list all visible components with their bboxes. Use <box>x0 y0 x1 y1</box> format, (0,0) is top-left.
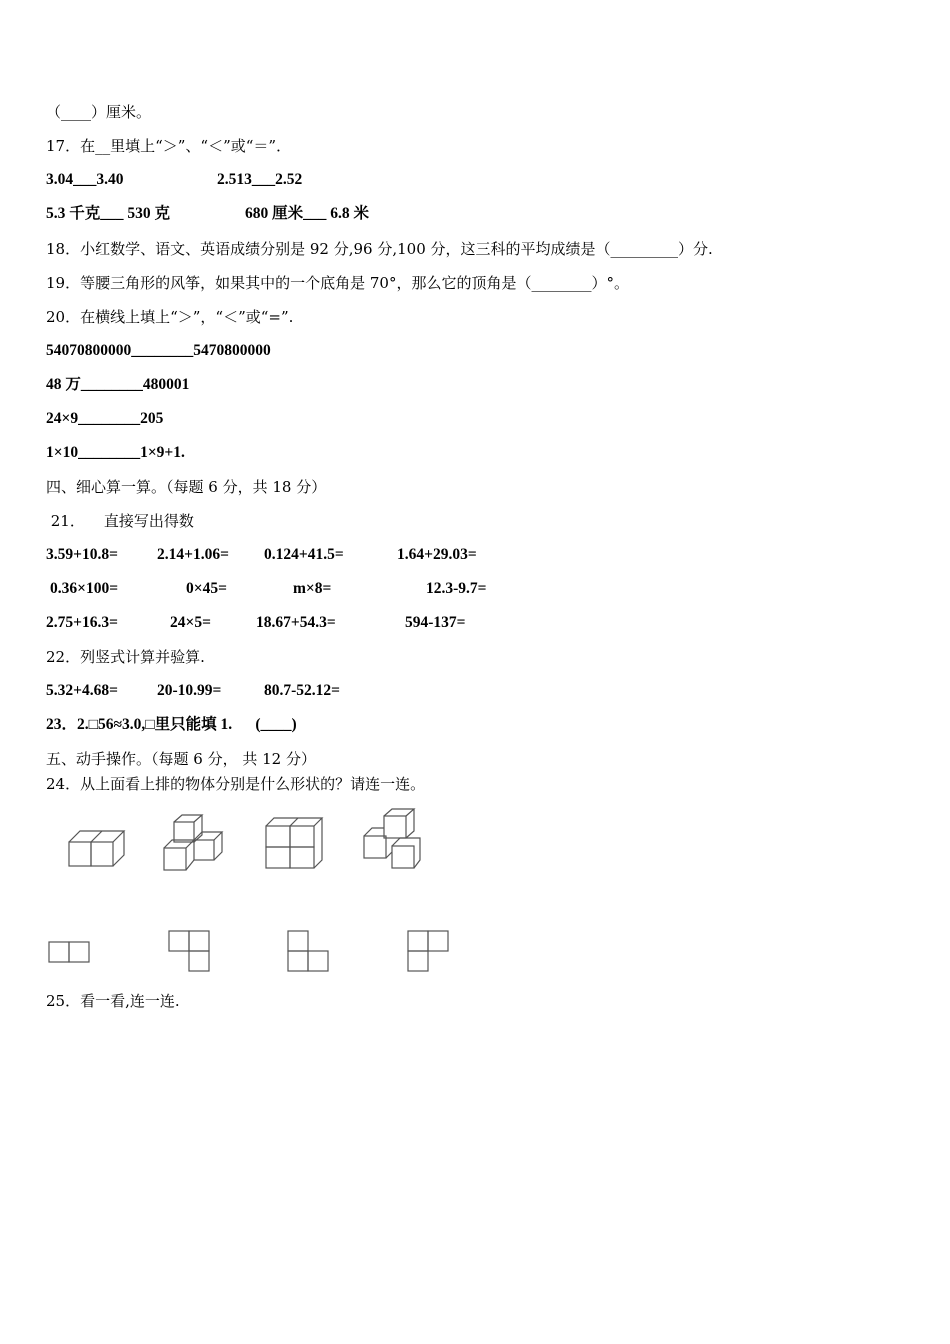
calc-r3c2: 24×5= <box>170 614 211 631</box>
question-19: 19．等腰三角形的风筝，如果其中的一个底角是 70°，那么它的顶角是（________）°。 <box>46 274 629 292</box>
calc-r4c1: 5.32+4.68= <box>46 682 118 699</box>
cube-figure-1 <box>66 826 126 870</box>
calc-r3c4: 594-137= <box>405 614 466 631</box>
q17-item-3: 5.3 千克___ 530 克 <box>46 205 171 222</box>
calc-r2c3: m×8= <box>293 580 332 597</box>
calc-r1c2: 2.14+1.06= <box>157 546 229 563</box>
q17-item-4: 680 厘米___ 6.8 米 <box>245 205 370 222</box>
calc-r3c3: 18.67+54.3= <box>256 614 336 631</box>
calc-r3c1: 2.75+16.3= <box>46 614 118 631</box>
cube-figure-2 <box>160 812 226 874</box>
top-view-2 <box>166 928 212 974</box>
q17-item-1: 3.04___3.40 <box>46 171 124 188</box>
top-view-3 <box>285 928 331 974</box>
section-4-heading: 四、细心算一算。（每题 6 分，共 18 分） <box>46 478 327 496</box>
cube-figure-3 <box>262 814 324 872</box>
question-17: 17．在__里填上“＞”、“＜”或“＝”． <box>46 137 292 155</box>
calc-r4c2: 20-10.99= <box>157 682 222 699</box>
calc-r1c1: 3.59+10.8= <box>46 546 118 563</box>
q20-item-2: 48 万________480001 <box>46 376 190 393</box>
q17-item-2: 2.513___2.52 <box>217 171 303 188</box>
calc-r2c1: 0.36×100= <box>50 580 119 597</box>
question-18: 18．小红数学、语文、英语成绩分别是 92 分,96 分,100 分，这三科的平均成绩是（_________）分. <box>46 240 713 258</box>
q20-item-1: 54070800000________5470800000 <box>46 342 271 359</box>
top-view-1 <box>46 938 92 966</box>
calc-r1c4: 1.64+29.03= <box>397 546 477 563</box>
question-25: 25．看一看,连一连. <box>46 992 180 1010</box>
calc-r2c4: 12.3-9.7= <box>426 580 487 597</box>
calc-r4c3: 80.7-52.12= <box>264 682 340 699</box>
calc-r1c3: 0.124+41.5= <box>264 546 344 563</box>
question-22: 22．列竖式计算并验算. <box>46 648 205 666</box>
section-5-heading: 五、动手操作。（每题 6 分， 共 12 分） <box>46 750 316 768</box>
calc-r2c2: 0×45= <box>186 580 227 597</box>
question-20: 20．在横线上填上“＞”，“＜”或“=”. <box>46 308 294 326</box>
question-23: 23．2.□56≈3.0,□里只能填 1. (____) <box>46 716 297 733</box>
blank-cm-line: （____）厘米。 <box>46 103 152 121</box>
question-24: 24．从上面看上排的物体分别是什么形状的？请连一连。 <box>46 775 426 793</box>
question-21: 21． 直接写出得数 <box>46 512 194 530</box>
q20-item-4: 1×10________1×9+1. <box>46 444 185 461</box>
cube-figure-4 <box>358 806 424 872</box>
top-view-4 <box>405 928 451 974</box>
q20-item-3: 24×9________205 <box>46 410 164 427</box>
